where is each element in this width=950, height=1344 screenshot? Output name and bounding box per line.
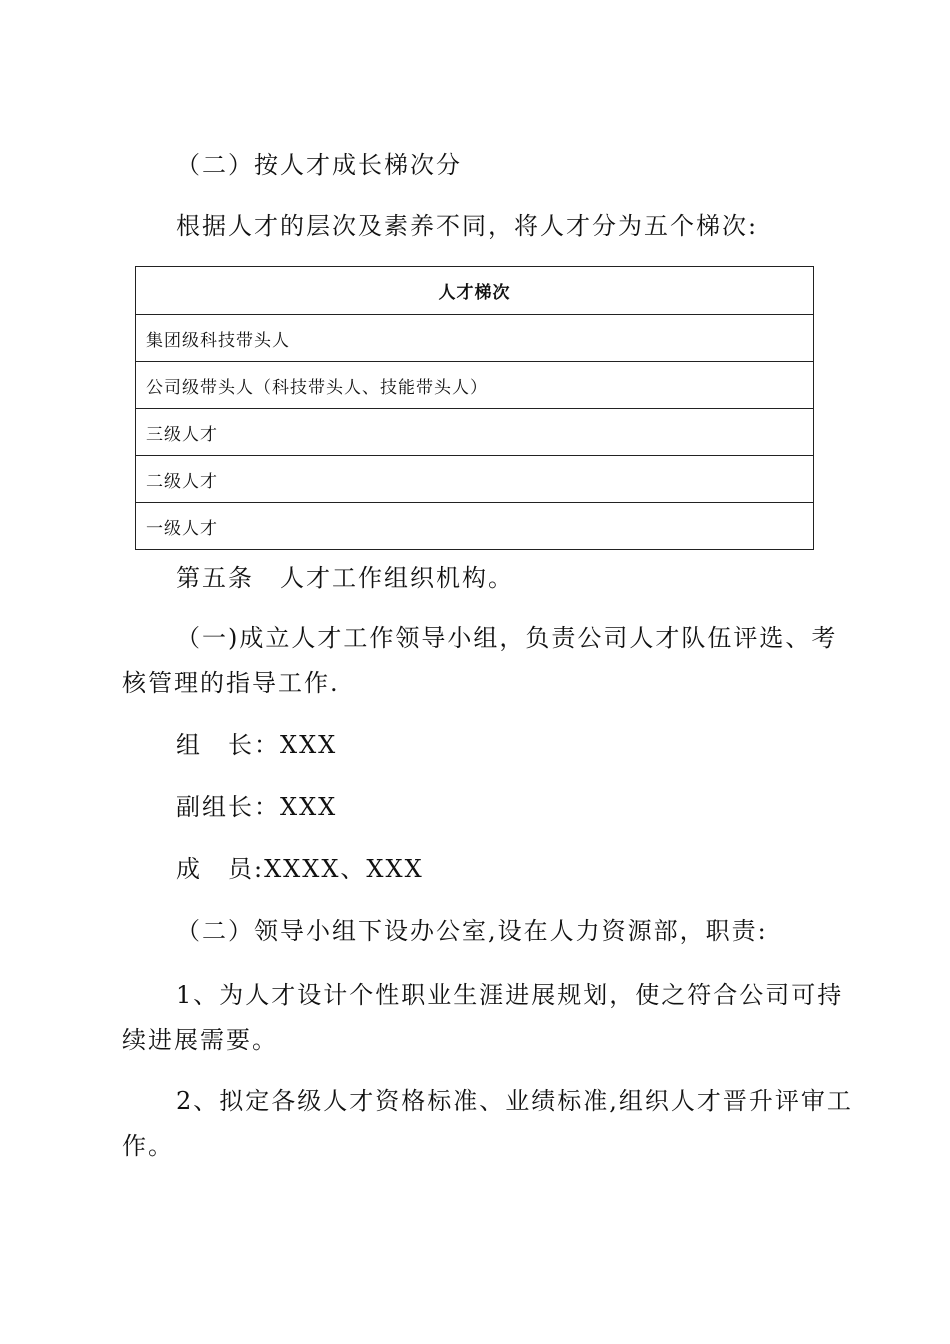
article-heading: 第五条 人才工作组织机构。 <box>176 564 514 592</box>
intro-text: 根据人才的层次及素养不同，将人才分为五个梯次: <box>176 212 759 240</box>
paragraph-line: 1、为人才设计个性职业生涯进展规划，使之符合公司可持 <box>176 981 844 1009</box>
table-cell: 二级人才 <box>136 456 814 503</box>
table-row <box>136 456 814 503</box>
table-cell: 三级人才 <box>136 409 814 456</box>
section-heading: （二）按人才成长梯次分 <box>176 151 462 179</box>
table-row <box>136 503 814 550</box>
deputy-line: 副组长：XXX <box>176 793 338 821</box>
paragraph-line: 作。 <box>122 1132 174 1160</box>
section-heading: （二）领导小组下设办公室,设在人力资源部，职责: <box>176 917 768 945</box>
table-cell: 公司级带头人（科技带头人、技能带头人） <box>136 362 814 409</box>
table-cell: 集团级科技带头人 <box>136 315 814 362</box>
table-row <box>136 409 814 456</box>
paragraph-line: （一)成立人才工作领导小组，负责公司人才队伍评选、考 <box>176 624 838 652</box>
talent-ladder-table <box>135 266 814 550</box>
table-cell: 一级人才 <box>136 503 814 550</box>
members-line: 成 员:XXXX、XXX <box>176 855 424 883</box>
paragraph-line: 2、拟定各级人才资格标准、业绩标准,组织人才晋升评审工 <box>176 1087 853 1115</box>
table-row <box>136 362 814 409</box>
paragraph-line: 核管理的指导工作. <box>122 669 340 697</box>
table-row <box>136 315 814 362</box>
table-header-row <box>136 267 814 315</box>
leader-line: 组 长：XXX <box>176 731 338 759</box>
table-header-cell: 人才梯次 <box>136 267 814 315</box>
paragraph-line: 续进展需要。 <box>122 1026 278 1054</box>
